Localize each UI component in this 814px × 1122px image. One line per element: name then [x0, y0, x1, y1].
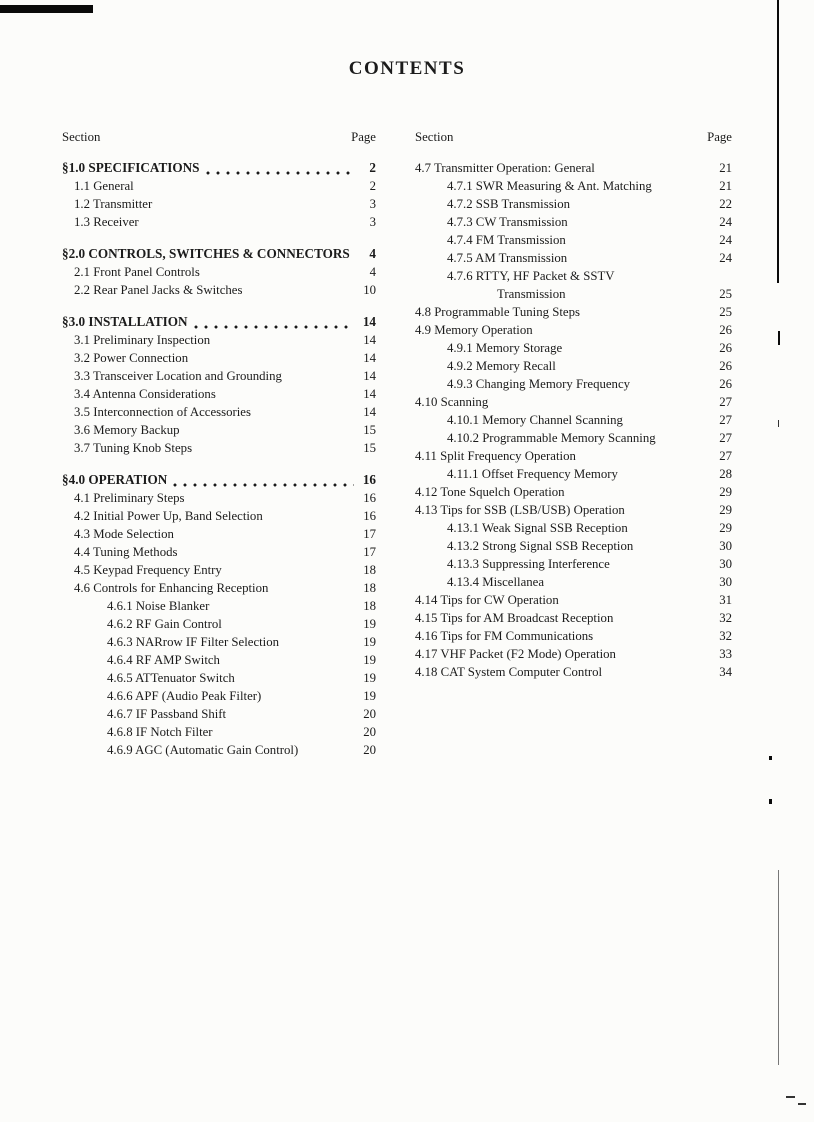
toc-entry-label: 4.4 Tuning Methods — [74, 545, 178, 559]
toc-entry-page: 16 — [363, 509, 376, 523]
toc-entry-label: Transmission — [497, 287, 566, 301]
toc-entry-label: 4.18 CAT System Computer Control — [415, 665, 603, 679]
leader-space — [302, 747, 354, 759]
leader-space — [606, 669, 710, 681]
leader-space — [569, 489, 710, 501]
toc-entry-page: 20 — [363, 707, 376, 721]
toc-entry — [415, 195, 732, 213]
toc-entry-label: 4.6.9 AGC (Automatic Gain Control) — [107, 743, 299, 757]
leader-space — [178, 531, 354, 543]
leader-space — [255, 409, 354, 421]
leader-space — [597, 633, 710, 645]
toc-entry-label: §2.0 CONTROLS, SWITCHES & CONNECTORS — [62, 246, 350, 261]
toc-entry — [415, 249, 732, 267]
toc-entry — [62, 579, 376, 597]
toc-entry-label: 4.11.1 Offset Frequency Memory — [447, 467, 618, 481]
leader-space — [572, 219, 710, 231]
leader-space — [584, 309, 710, 321]
leader-space — [619, 273, 729, 285]
toc-entry-page: 25 — [719, 287, 732, 301]
toc-entry-page: 24 — [719, 215, 732, 229]
toc-entry — [62, 669, 376, 687]
toc-entry-page: 20 — [363, 725, 376, 739]
leader-space — [656, 183, 710, 195]
scan-artifact-bottom-dash — [798, 1103, 806, 1105]
toc-entry — [62, 525, 376, 543]
toc-entry-page: 14 — [363, 405, 376, 419]
leader-space — [226, 567, 354, 579]
toc-entry-page: 33 — [719, 647, 732, 661]
toc-entry-label: 4.14 Tips for CW Operation — [415, 593, 559, 607]
toc-entry — [62, 245, 376, 263]
leader-space — [239, 675, 354, 687]
leader-space — [574, 201, 710, 213]
toc-entry — [415, 303, 732, 321]
leader-space — [217, 729, 354, 741]
toc-entry-page: 28 — [719, 467, 732, 481]
toc-entry-label: 4.10.1 Memory Channel Scanning — [447, 413, 623, 427]
toc-entry-label: 4.10 Scanning — [415, 395, 489, 409]
toc-entry-page: 21 — [719, 161, 732, 175]
toc-entry — [415, 213, 732, 231]
toc-entry-label: 4.6.7 IF Passband Shift — [107, 707, 227, 721]
toc-entry-label: 3.3 Transceiver Location and Grounding — [74, 369, 282, 383]
leader-space — [492, 399, 710, 411]
toc-entry-page: 27 — [719, 413, 732, 427]
toc-entry — [62, 633, 376, 651]
leader-space — [286, 373, 354, 385]
leader-space — [272, 585, 354, 597]
toc-entry-label: 4.7.2 SSB Transmission — [447, 197, 571, 211]
toc-entry — [62, 313, 376, 331]
toc-entry — [415, 501, 732, 519]
toc-entry-page: 27 — [719, 395, 732, 409]
leader-space — [620, 651, 710, 663]
toc-entry — [62, 403, 376, 421]
toc-entry-page: 17 — [363, 527, 376, 541]
toc-entry — [415, 555, 732, 573]
column-header — [62, 128, 376, 146]
toc-entry-label: 3.1 Preliminary Inspection — [74, 333, 211, 347]
toc-entry-label: 4.5 Keypad Frequency Entry — [74, 563, 222, 577]
toc-entry — [415, 573, 732, 591]
leader-space — [189, 495, 354, 507]
leader-space — [138, 183, 354, 195]
scan-artifact-right-edge-line — [778, 870, 779, 1065]
toc-entry-label: 4.9.3 Changing Memory Frequency — [447, 377, 631, 391]
toc-entry — [62, 489, 376, 507]
toc-entry — [415, 285, 732, 303]
toc-entry-page: 18 — [363, 581, 376, 595]
leader-space — [627, 417, 710, 429]
toc-entry — [62, 439, 376, 457]
toc-entry-label: 4.9.2 Memory Recall — [447, 359, 556, 373]
leader-space — [571, 255, 710, 267]
toc-entry — [62, 263, 376, 281]
toc-entry — [415, 321, 732, 339]
toc-entry — [415, 465, 732, 483]
toc-entry — [415, 429, 732, 447]
toc-entry-page: 19 — [363, 617, 376, 631]
leader-space — [617, 615, 710, 627]
toc-entry — [415, 591, 732, 609]
toc-entry — [62, 507, 376, 525]
toc-entry-label: 4.1 Preliminary Steps — [74, 491, 185, 505]
leader-space — [184, 427, 354, 439]
toc-entry — [62, 471, 376, 489]
toc-entry-page: 2 — [369, 179, 376, 193]
toc-entry-page: 21 — [719, 179, 732, 193]
toc-entry — [62, 195, 376, 213]
toc-entry-page: 27 — [719, 449, 732, 463]
toc-entry — [62, 687, 376, 705]
scan-artifact-bottom-dash — [786, 1096, 795, 1098]
toc-entry — [62, 331, 376, 349]
leader-space — [220, 391, 354, 403]
toc-entry-label: §1.0 SPECIFICATIONS — [62, 160, 200, 175]
leader-space — [214, 337, 354, 349]
toc-entry-page: 30 — [719, 539, 732, 553]
toc-entry-page: 32 — [719, 629, 732, 643]
toc-entry — [62, 615, 376, 633]
toc-entry-page: 24 — [719, 251, 732, 265]
toc-entry-page: 14 — [363, 333, 376, 347]
toc-entry-label: 4.7.6 RTTY, HF Packet & SSTV — [447, 269, 615, 283]
leader-space — [213, 603, 354, 615]
leader-space — [632, 525, 710, 537]
toc-entry — [415, 159, 732, 177]
toc-entry-label: 4.9.1 Memory Storage — [447, 341, 563, 355]
toc-entry-page: 4 — [369, 265, 376, 279]
leader-space — [566, 345, 710, 357]
toc-entries — [415, 159, 732, 681]
leader-space — [634, 381, 710, 393]
column-header-section: Section — [415, 130, 454, 144]
toc-entry-label: 3.7 Tuning Knob Steps — [74, 441, 193, 455]
toc-entry-label: 1.2 Transmitter — [74, 197, 153, 211]
toc-entry — [415, 645, 732, 663]
toc-entry-label: 4.13.2 Strong Signal SSB Reception — [447, 539, 634, 553]
leader-space — [143, 219, 354, 231]
column-header — [415, 128, 732, 146]
leader-space — [181, 549, 354, 561]
toc-column-right — [415, 128, 732, 681]
toc-entry-page: 22 — [719, 197, 732, 211]
toc-entry-page: 14 — [363, 369, 376, 383]
toc-entry-page: 32 — [719, 611, 732, 625]
leader-space — [196, 445, 354, 457]
toc-entry-label: 4.6.3 NARrow IF Filter Selection — [107, 635, 280, 649]
toc-entry — [62, 213, 376, 231]
toc-entry — [415, 231, 732, 249]
leader-dots — [171, 477, 354, 489]
toc-entry-label: 4.3 Mode Selection — [74, 527, 174, 541]
toc-entry-label: 3.2 Power Connection — [74, 351, 189, 365]
toc-entry — [62, 543, 376, 561]
toc-entry-page: 4 — [369, 246, 376, 261]
toc-entry-label: 1.1 General — [74, 179, 134, 193]
toc-entry-label: 4.7.3 CW Transmission — [447, 215, 568, 229]
scan-artifact-right-edge-line — [777, 0, 779, 283]
leader-space — [560, 363, 710, 375]
toc-entry-page: 18 — [363, 599, 376, 613]
toc-entry — [415, 375, 732, 393]
toc-entry-page: 31 — [719, 593, 732, 607]
toc-entry-label: 4.7.5 AM Transmission — [447, 251, 568, 265]
column-header-section: Section — [62, 130, 101, 144]
toc-entry-page: 25 — [719, 305, 732, 319]
toc-entry-label: §3.0 INSTALLATION — [62, 314, 188, 329]
toc-entry-label: 2.1 Front Panel Controls — [74, 265, 200, 279]
toc-entry — [62, 385, 376, 403]
toc-entry-label: 4.6.2 RF Gain Control — [107, 617, 222, 631]
toc-entry-label: 4.2 Initial Power Up, Band Selection — [74, 509, 263, 523]
leader-space — [267, 513, 354, 525]
leader-space — [192, 355, 354, 367]
leader-space — [204, 269, 354, 281]
toc-entry-page: 27 — [719, 431, 732, 445]
toc-entry — [415, 609, 732, 627]
toc-entry-label: 4.10.2 Programmable Memory Scanning — [447, 431, 656, 445]
toc-entry — [415, 627, 732, 645]
leader-space — [570, 237, 710, 249]
scan-artifact-speck — [769, 799, 772, 804]
toc-entry-page: 26 — [719, 377, 732, 391]
leader-space — [230, 711, 354, 723]
scan-artifact-right-dash — [778, 331, 780, 345]
toc-entry-label: 3.6 Memory Backup — [74, 423, 180, 437]
scan-artifact-top-left-bar — [0, 5, 93, 13]
toc-entry-page: 16 — [363, 491, 376, 505]
leader-space — [614, 561, 710, 573]
toc-entry-label: 3.5 Interconnection of Accessories — [74, 405, 251, 419]
toc-entry — [62, 281, 376, 299]
toc-entry-label: 4.6.4 RF AMP Switch — [107, 653, 220, 667]
toc-entry-label: 2.2 Rear Panel Jacks & Switches — [74, 283, 243, 297]
toc-entry-page: 30 — [719, 557, 732, 571]
toc-entry — [415, 483, 732, 501]
toc-entry-page: 2 — [369, 160, 376, 175]
toc-entry-page: 26 — [719, 359, 732, 373]
toc-entry-label: 4.17 VHF Packet (F2 Mode) Operation — [415, 647, 616, 661]
toc-entry-page: 14 — [363, 351, 376, 365]
column-header-page: Page — [351, 130, 376, 144]
toc-entry-page: 30 — [719, 575, 732, 589]
toc-entry-label: 4.6.8 IF Notch Filter — [107, 725, 213, 739]
leader-space — [548, 579, 710, 591]
toc-entry-label: 4.9 Memory Operation — [415, 323, 533, 337]
toc-entry-page: 19 — [363, 689, 376, 703]
toc-entry-label: 4.7.4 FM Transmission — [447, 233, 566, 247]
leader-space — [265, 693, 354, 705]
toc-entry-label: 4.11 Split Frequency Operation — [415, 449, 576, 463]
toc-entry — [415, 393, 732, 411]
toc-entry — [62, 741, 376, 759]
toc-entry-label: 4.7 Transmitter Operation: General — [415, 161, 595, 175]
scan-artifact-speck — [769, 756, 772, 760]
toc-entry-page: 26 — [719, 323, 732, 337]
toc-entry — [415, 411, 732, 429]
toc-entry-label: 4.13 Tips for SSB (LSB/USB) Operation — [415, 503, 625, 517]
leader-space — [660, 435, 710, 447]
toc-entry-label: 4.15 Tips for AM Broadcast Reception — [415, 611, 614, 625]
toc-entry-page: 14 — [362, 314, 376, 329]
toc-entry-page: 16 — [362, 472, 376, 487]
toc-entry-label: 3.4 Antenna Considerations — [74, 387, 216, 401]
scan-artifact-right-dash — [778, 420, 779, 427]
toc-entry-page: 29 — [719, 521, 732, 535]
toc-entry — [62, 159, 376, 177]
toc-entry-label: 1.3 Receiver — [74, 215, 139, 229]
toc-entry — [62, 367, 376, 385]
toc-entry — [415, 357, 732, 375]
toc-entry-page: 3 — [369, 197, 376, 211]
toc-entry — [62, 651, 376, 669]
toc-entry — [62, 561, 376, 579]
toc-entry-label: 4.6.6 APF (Audio Peak Filter) — [107, 689, 262, 703]
toc-entry — [415, 519, 732, 537]
toc-entry — [62, 177, 376, 195]
toc-entries — [62, 159, 376, 759]
toc-entry-page: 24 — [719, 233, 732, 247]
leader-space — [637, 543, 710, 555]
toc-entry-page: 14 — [363, 387, 376, 401]
toc-entry-page: 19 — [363, 635, 376, 649]
toc-entry — [415, 663, 732, 681]
toc-entry-label: 4.8 Programmable Tuning Steps — [415, 305, 580, 319]
toc-entry-label: 4.13.4 Miscellanea — [447, 575, 545, 589]
toc-entry — [415, 339, 732, 357]
toc-entry-page: 34 — [719, 665, 732, 679]
leader-space — [622, 471, 710, 483]
toc-entry — [415, 537, 732, 555]
leader-space — [537, 327, 710, 339]
toc-entry — [415, 177, 732, 195]
toc-entry — [62, 705, 376, 723]
leader-space — [226, 621, 354, 633]
toc-entry-label: 4.6.5 ATTenuator Switch — [107, 671, 235, 685]
toc-entry-page: 10 — [363, 283, 376, 297]
toc-entry-label: 4.6.1 Noise Blanker — [107, 599, 210, 613]
leader-space — [246, 287, 354, 299]
toc-entry — [415, 447, 732, 465]
leader-space — [156, 201, 354, 213]
leader-space — [599, 165, 710, 177]
leader-space — [629, 507, 710, 519]
toc-entry-page: 15 — [363, 423, 376, 437]
toc-column-left — [62, 128, 376, 759]
leader-space — [283, 639, 354, 651]
toc-entry-page: 26 — [719, 341, 732, 355]
toc-entry-page: 19 — [363, 653, 376, 667]
toc-entry-page: 29 — [719, 503, 732, 517]
toc-entry-page: 29 — [719, 485, 732, 499]
toc-entry-label: 4.6 Controls for Enhancing Reception — [74, 581, 269, 595]
leader-space — [570, 291, 710, 303]
toc-entry — [62, 349, 376, 367]
toc-entry-page: 3 — [369, 215, 376, 229]
toc-entry-label: 4.12 Tone Squelch Operation — [415, 485, 565, 499]
page-title: CONTENTS — [348, 58, 466, 79]
toc-entry-page: 15 — [363, 441, 376, 455]
toc-entry-page: 19 — [363, 671, 376, 685]
toc-entry-page: 20 — [363, 743, 376, 757]
toc-entry — [62, 421, 376, 439]
toc-entry-page: 17 — [363, 545, 376, 559]
toc-entry-label: 4.16 Tips for FM Communications — [415, 629, 594, 643]
toc-entry-page: 18 — [363, 563, 376, 577]
leader-space — [563, 597, 710, 609]
leader-dots — [204, 165, 354, 177]
toc-entry — [62, 597, 376, 615]
leader-space — [224, 657, 354, 669]
leader-space — [580, 453, 710, 465]
column-header-page: Page — [707, 130, 732, 144]
toc-entry-label: 4.13.3 Suppressing Interference — [447, 557, 610, 571]
toc-entry — [62, 723, 376, 741]
leader-dots — [192, 319, 354, 331]
toc-entry-label: §4.0 OPERATION — [62, 472, 168, 487]
toc-entry-label: 4.7.1 SWR Measuring & Ant. Matching — [447, 179, 652, 193]
toc-entry-label: 4.13.1 Weak Signal SSB Reception — [447, 521, 628, 535]
toc-entry — [415, 267, 732, 285]
